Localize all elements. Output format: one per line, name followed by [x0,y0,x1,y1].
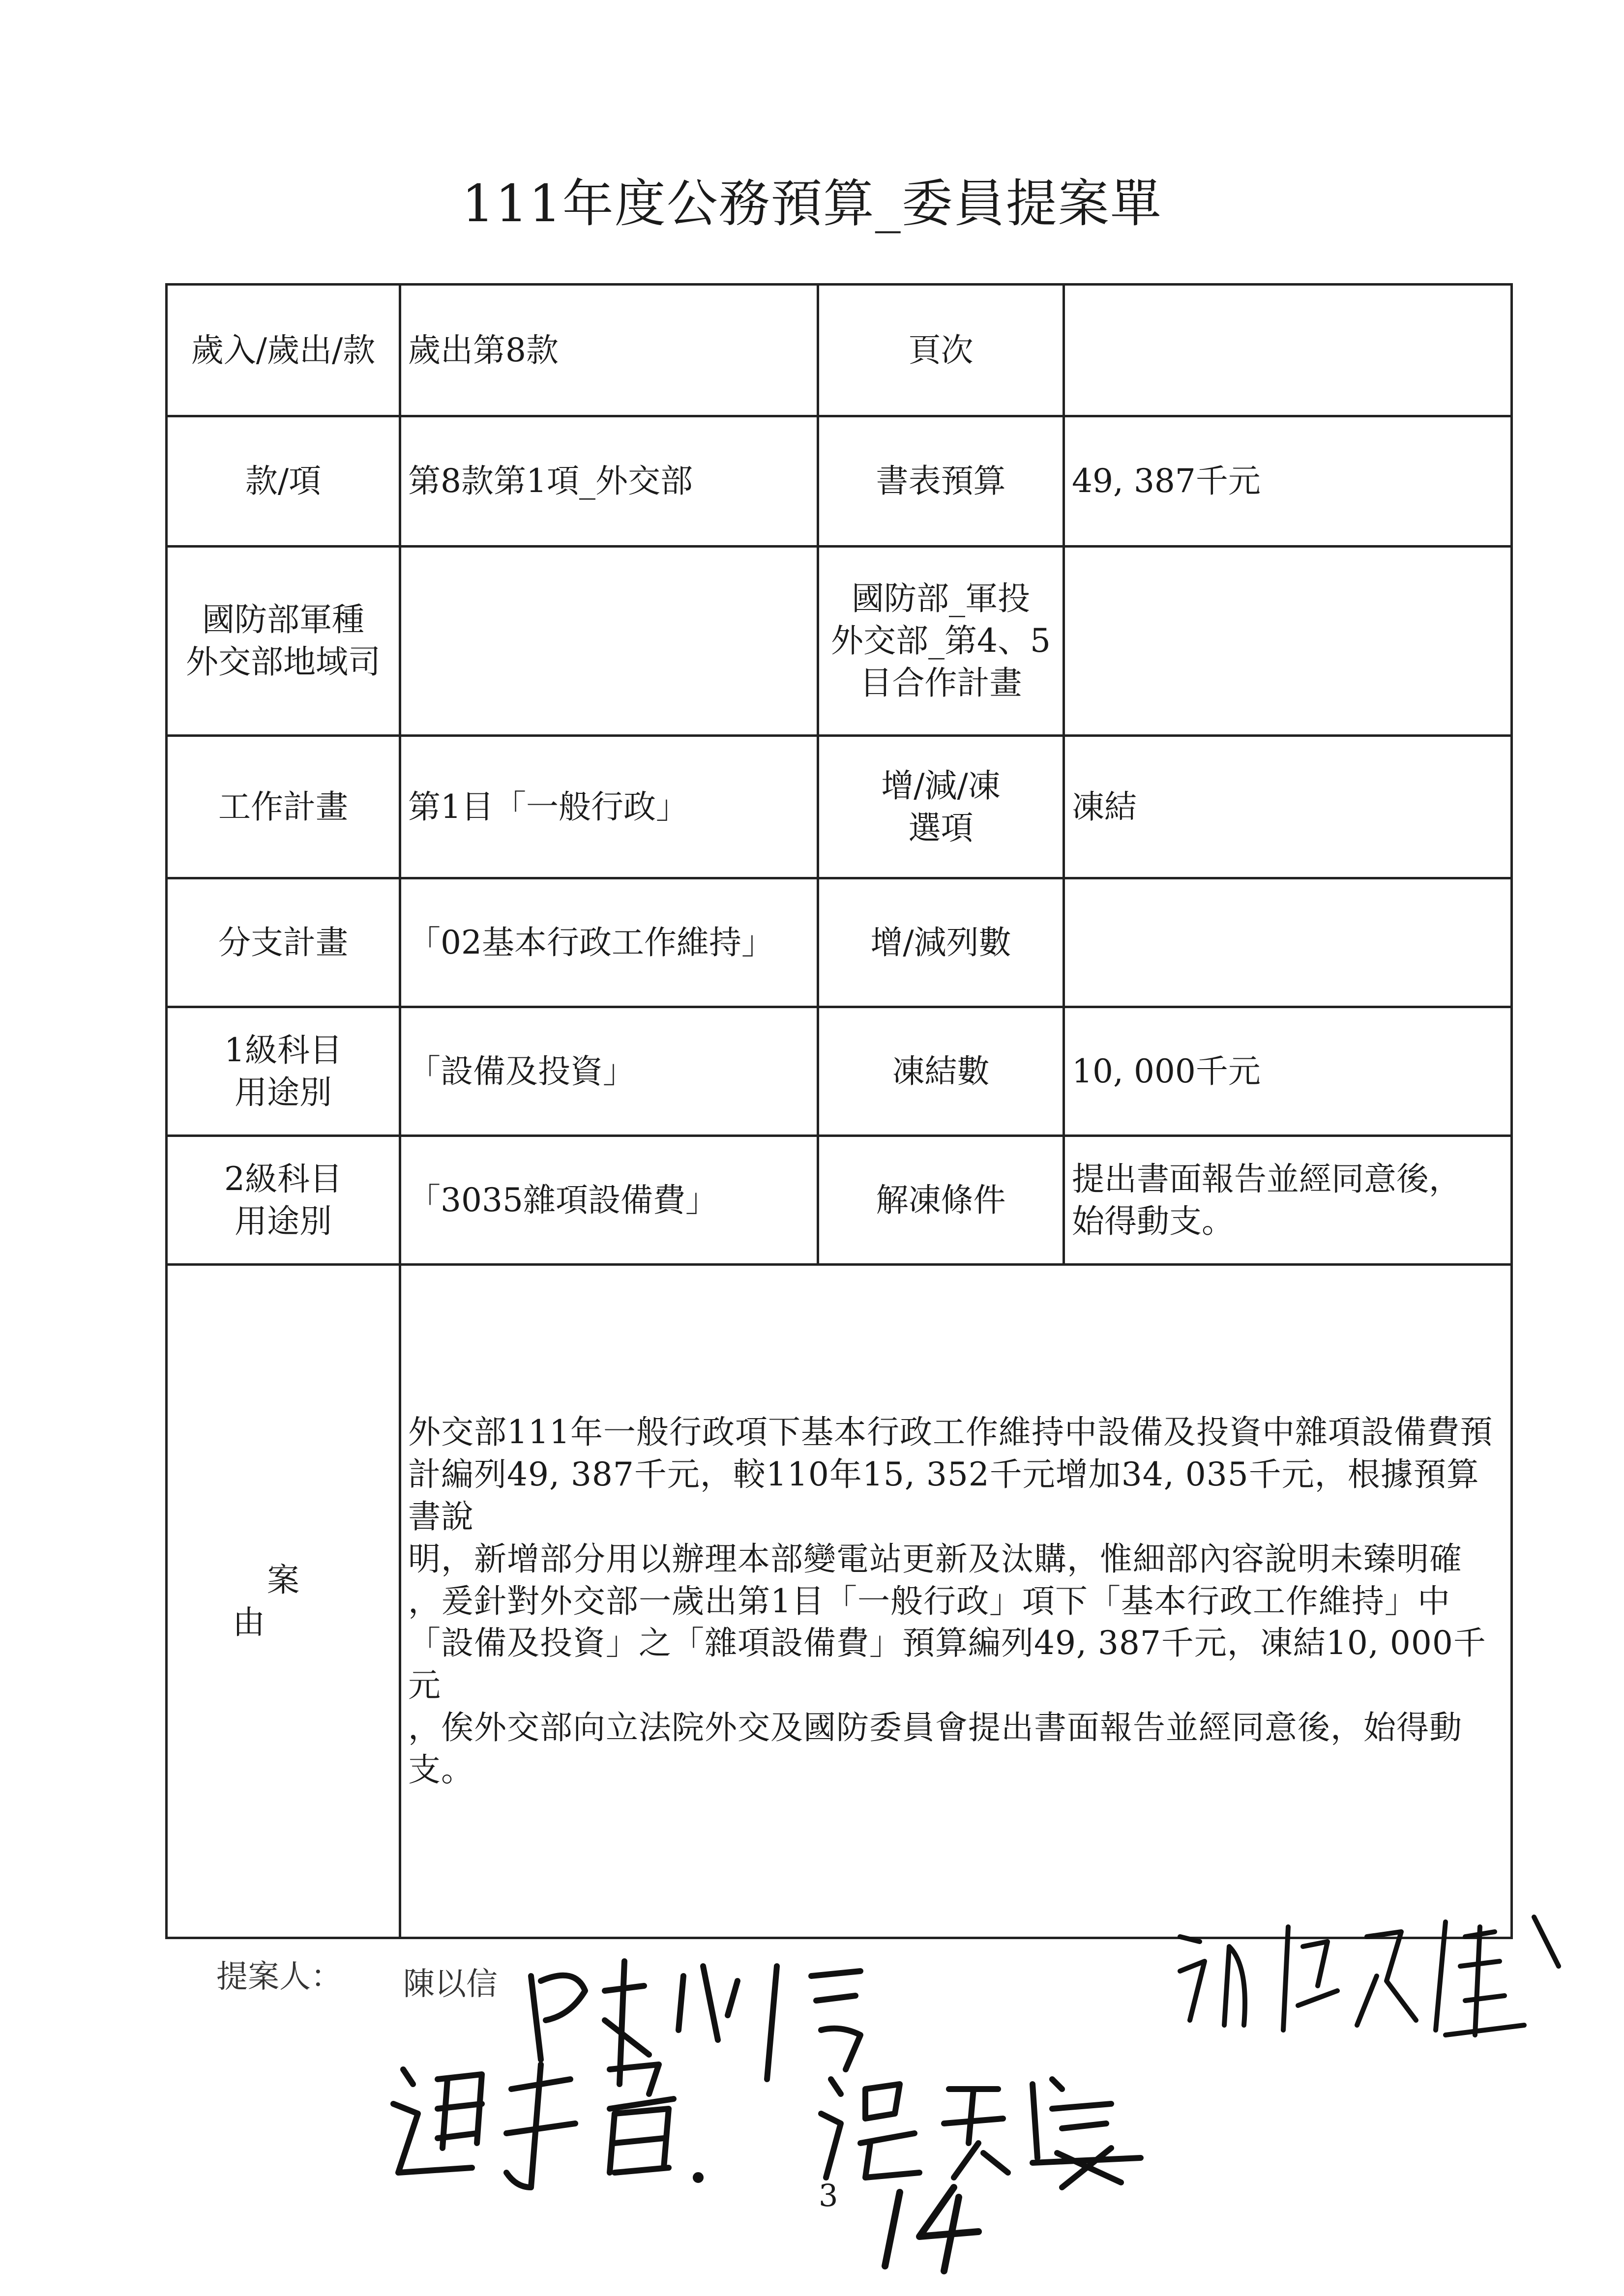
value-section-item: 第8款第1項_外交部 [400,416,818,547]
form-row-5 [167,878,1512,1007]
value-page [1064,285,1512,416]
value-frozen-amount: 10, 000千元 [1064,1007,1512,1136]
value-change-amount [1064,878,1512,1007]
label-reason: 案由 [167,1265,400,1938]
label-revenue-expenditure-section: 歲入/歲出/款 [167,285,400,416]
form-row-reason [167,1265,1512,1938]
signature-3 [384,2050,728,2197]
form-row-6 [167,1007,1512,1136]
form-row-7 [167,1136,1512,1265]
reason-line: 計編列49, 387千元，較110年15, 352千元增加34, 035千元，根據預算書說 [408,1455,1479,1536]
value-branch-plan: 「02基本行政工作維持」 [400,878,818,1007]
label-cooperation-plan [818,547,1064,736]
reason-line: 明，新增部分用以辦理本部變電站更新及汰購，惟細部內容說明未臻明確 [408,1540,1462,1578]
reason-line: 支。 [408,1750,474,1789]
value-revenue-expenditure-section: 歲出第8款 [400,285,818,416]
label-work-plan: 工作計畫 [167,736,400,878]
value-department [400,547,818,736]
label-branch-plan: 分支計畫 [167,878,400,1007]
form-row-2 [167,416,1512,547]
label-level2-account [167,1136,400,1265]
reason-line: 「設備及投資」之「雜項設備費」預算編列49, 387千元，凍結10, 000千元 [408,1624,1486,1705]
label-department-text: 國防部軍種 外交部地域司 [186,601,381,681]
page-number: 3 [819,2178,838,2213]
label-budget-amount: 書表預算 [818,416,1064,547]
label-department [167,547,400,736]
label-unfreeze-condition: 解凍條件 [818,1136,1064,1265]
reason-line: ，俟外交部向立法院外交及國防委員會提出書面報告並經同意後，始得動 [408,1708,1462,1746]
value-budget-amount: 49, 387千元 [1064,416,1512,547]
value-cooperation-plan [1064,547,1512,736]
label-change-option [818,736,1064,878]
reason-line: 外交部111年一般行政項下基本行政工作維持中設備及投資中雜項設備費預 [408,1413,1493,1452]
label-change-option-text: 增/減/凍 選項 [881,766,1001,847]
proposal-form-table [165,283,1513,1939]
label-level1-account [167,1007,400,1136]
label-page: 頁次 [818,285,1064,416]
handwritten-page-number [870,2178,998,2278]
label-change-amount: 增/減列數 [818,878,1064,1007]
value-level1-account: 「設備及投資」 [400,1007,818,1136]
reason-line: ，爰針對外交部一歲出第1目「一般行政」項下「基本行政工作維持」中 [408,1582,1450,1620]
reason-text [400,1265,1512,1938]
value-unfreeze-condition-text: 提出書面報告並經同意後， 始得動支。 [1072,1160,1461,1240]
value-unfreeze-condition [1064,1136,1512,1265]
form-row-1 [167,285,1512,416]
label-level2-account-text: 2級科目 用途別 [224,1160,342,1240]
label-frozen-amount: 凍結數 [818,1007,1064,1136]
label-cooperation-plan-text: 國防部_軍投 外交部_第4、5 目合作計畫 [831,580,1051,702]
label-level1-account-text: 1級科目 用途別 [224,1031,342,1111]
form-row-3 [167,547,1512,736]
document-title: 111年度公務預算_委員提案單 [462,174,1162,233]
proposer-label: 提案人： [216,1959,342,1995]
handwritten-number-strokes [870,2178,998,2276]
value-level2-account: 「3035雜項設備費」 [400,1136,818,1265]
value-work-plan: 第1目「一般行政」 [400,736,818,878]
proposer-name: 陳以信 [403,1966,498,2003]
signature-2 [1170,1907,1564,2045]
form-row-4 [167,736,1512,878]
value-change-option: 凍結 [1064,736,1512,878]
label-section-item: 款/項 [167,416,400,547]
